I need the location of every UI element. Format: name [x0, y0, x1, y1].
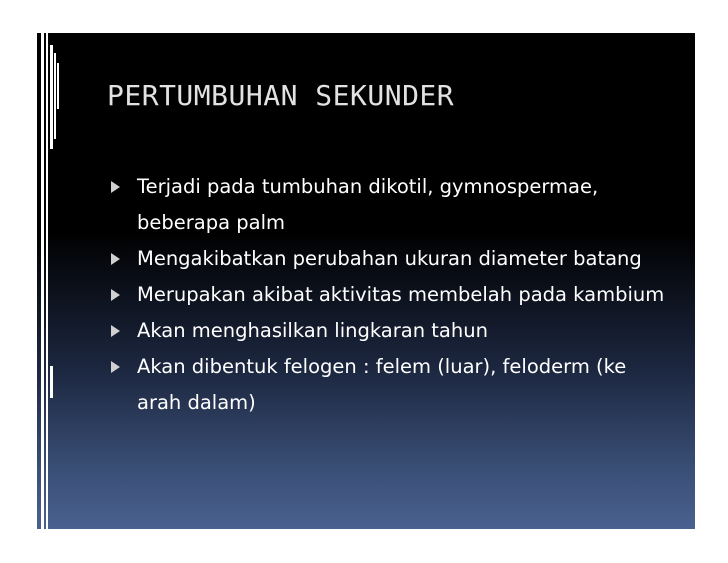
triangle-bullet-icon [111, 289, 120, 301]
bullet-item [109, 277, 669, 313]
slide [37, 33, 695, 529]
bullet-item [109, 349, 669, 421]
decor-bar [41, 33, 44, 529]
triangle-bullet-icon [111, 325, 120, 337]
triangle-bullet-icon [111, 253, 120, 265]
decor-bar [54, 53, 56, 139]
bullet-text: Akan dibentuk felogen : felem (luar), feloderm (ke arah dalam) [137, 355, 627, 414]
bullet-item [109, 313, 669, 349]
bullet-item [109, 241, 669, 277]
bullet-text: Merupakan akibat aktivitas membelah pada kambium [137, 283, 665, 306]
triangle-bullet-icon [111, 361, 120, 373]
bullet-text: Mengakibatkan perubahan ukuran diameter batang [137, 247, 642, 270]
decor-bar [50, 366, 53, 398]
decor-bar [46, 33, 48, 529]
decor-bar [57, 63, 59, 109]
bullet-text: Akan menghasilkan lingkaran tahun [137, 319, 488, 342]
bullet-item [109, 169, 669, 241]
decor-bar [50, 45, 53, 149]
triangle-bullet-icon [111, 181, 120, 193]
slide-title: PERTUMBUHAN SEKUNDER [107, 79, 455, 112]
bullet-text: Terjadi pada tumbuhan dikotil, gymnospermae, beberapa palm [137, 175, 599, 234]
bullet-list [109, 169, 669, 421]
